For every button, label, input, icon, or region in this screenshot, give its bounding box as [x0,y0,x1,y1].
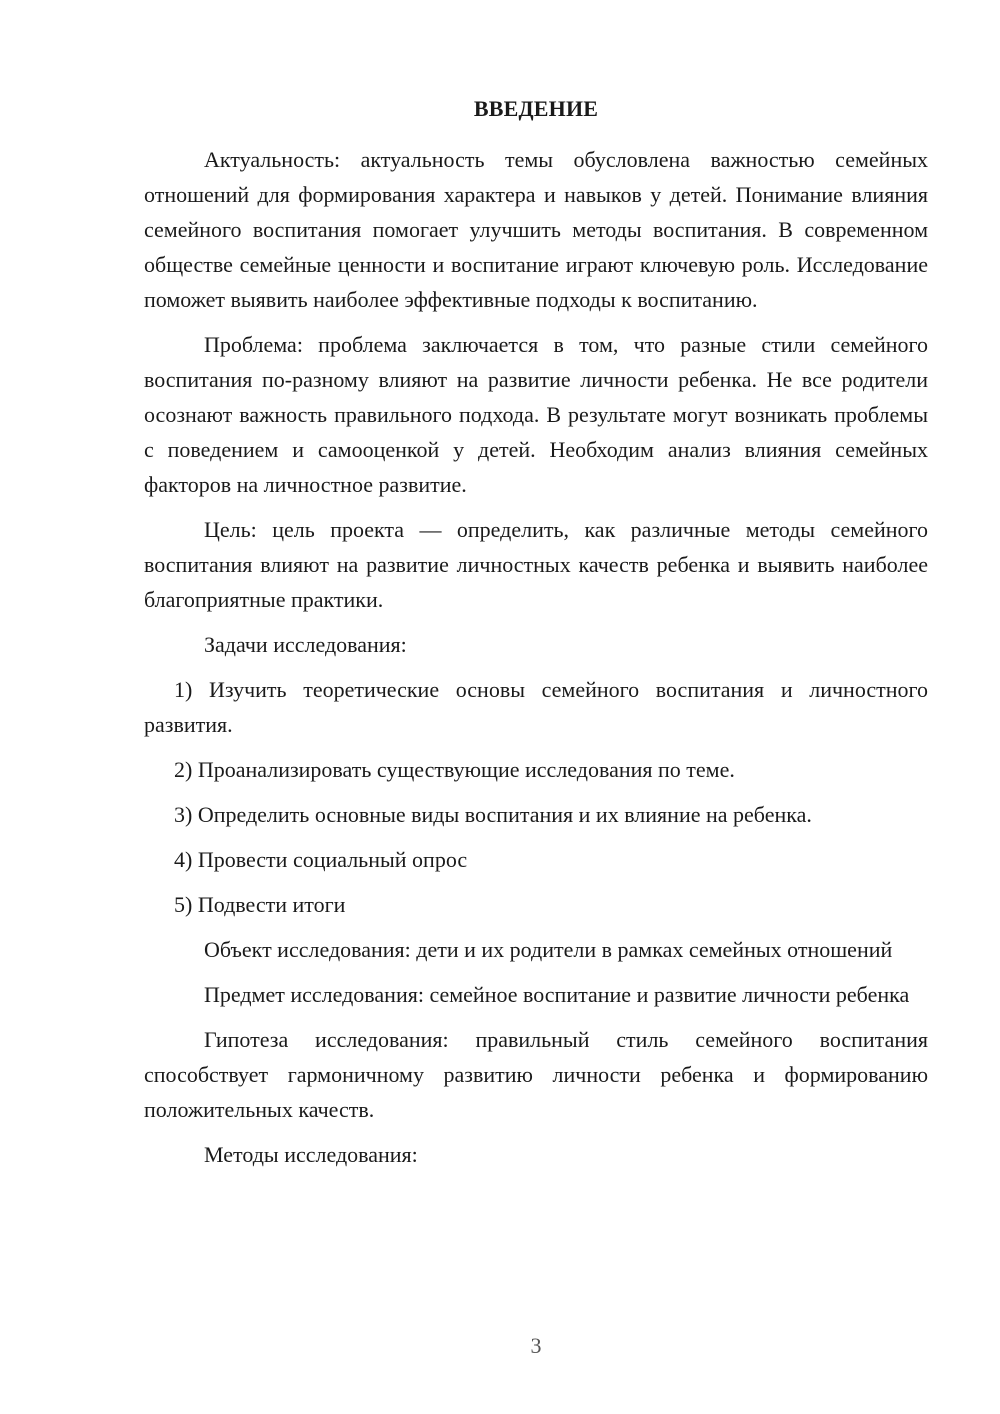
task-item-2: 2) Проанализировать существующие исследования по теме. [174,757,735,782]
page-title: ВВЕДЕНИЕ [473,96,599,121]
paragraph-subject: Предмет исследования: семейное воспитание и развитие личности ребенка [204,982,910,1007]
paragraph-object: Объект исследования: дети и их родители в рамках семейных отношений [204,937,893,962]
document-body [144,142,928,1182]
paragraph-hypothesis: Гипотеза исследования: правильный стиль семейного воспитания способствует гармоничному развитию личности ребенка и формированию положительных качеств. [144,1027,928,1122]
page-number: 3 [530,1333,542,1358]
task-item-1: 1) Изучить теоретические основы семейного воспитания и личностного развития. [144,677,928,737]
paragraph-actuality: Актуальность: актуальность темы обусловлена важностью семейных отношений для формирования характера и навыков у детей. Понимание влияния семейного воспитания помогает улучшить методы воспитания. В современном обществе семейные ценности и воспитание играют ключевую роль. Исследование поможет выявить наиболее эффективные подходы к воспитанию. [144,147,928,312]
tasks-heading: Задачи исследования: [204,632,407,657]
methods-heading: Методы исследования: [204,1142,418,1167]
task-item-5: 5) Подвести итоги [174,892,346,917]
paragraph-goal: Цель: цель проекта — определить, как различные методы семейного воспитания влияют на развитие личностных качеств ребенка и выявить наиболее благоприятные практики. [144,517,928,612]
task-item-3: 3) Определить основные виды воспитания и их влияние на ребенка. [174,802,812,827]
paragraph-problem: Проблема: проблема заключается в том, что разные стили семейного воспитания по-разному влияют на развитие личности ребенка. Не все родители осознают важность правильного подхода. В результате могут возникать проблемы с поведением и самооценкой у детей. Необходим анализ влияния семейных факторов на личностное развитие. [144,332,928,497]
task-item-4: 4) Провести социальный опрос [174,847,468,872]
